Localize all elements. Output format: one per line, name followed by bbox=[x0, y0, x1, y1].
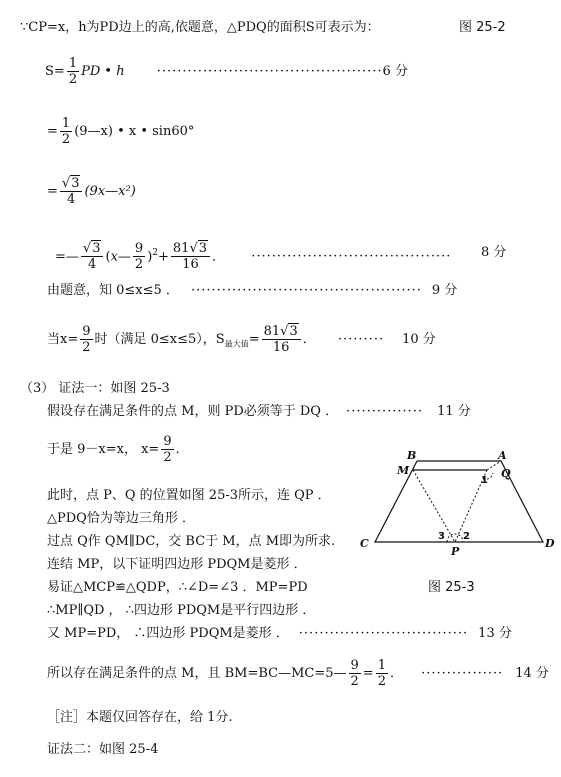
label-q: Q bbox=[501, 467, 511, 480]
max-line: 当x= $\frac{9}{2}$ 时（满足 0≤x≤5），$S_{最大值}=$ $\frac{81√3}{16}$ ． ········· 10 分 bbox=[47, 324, 436, 355]
eq-step3: = $\frac{√3}{4}$ (9x—x²) bbox=[47, 176, 136, 207]
position-line: 此时，点 P、Q 的位置如图 25-3所示，连 QP ． bbox=[47, 488, 331, 503]
label-c: C bbox=[360, 537, 369, 550]
label-d: D bbox=[545, 537, 555, 550]
conclusion-line: 所以存在满足条件的点 M，且 BM=BC—MC=5— $\frac{9}{2}$ = $\frac{1}{2}$ ． ················ 14 分 bbox=[47, 658, 549, 689]
triangle-line: △PDQ恰为等边三角形 ． bbox=[47, 511, 195, 526]
assume-line: 假设存在满足条件的点 M，则 PD必须等于 DQ ． ··············· 11 分 bbox=[47, 404, 471, 419]
s-label: S= bbox=[45, 64, 65, 79]
parallelogram-line: ∴MP∥QD ， ∴四边形 PDQM是平行四边形 ． bbox=[47, 603, 316, 618]
segment-qa bbox=[487, 461, 501, 470]
angle-label-3: 3 bbox=[438, 531, 445, 542]
trapezoid-figure bbox=[355, 445, 555, 560]
intro-line: ∵CP=x，h为PD边上的高,依题意，△PDQ的面积S可表示为： bbox=[20, 20, 380, 35]
eq-step2: = $\frac{1}{2}$ (9—x) • x • sin60° bbox=[47, 116, 195, 147]
angle-label-1: 1 bbox=[481, 475, 488, 486]
area-formula: S= $\frac{1}{2}$ PD • h ············································6 分 bbox=[45, 56, 408, 87]
domain-line: 由题意，知 0≤x≤5 ． ············································· 9 分 bbox=[47, 283, 458, 298]
congruence-line: 易证△MCP≌△QDP，∴∠D=∠3 ．MP=PD bbox=[47, 580, 308, 595]
segment-mp bbox=[413, 470, 455, 542]
label-a: A bbox=[498, 449, 507, 462]
score-6: 6 分 bbox=[382, 64, 408, 79]
eq-step4: =— $\frac{√3}{4}$ (x— $\frac{9}{2}$ )$^2$+ $\frac{81√3}{16}$ ． ······································· bbox=[55, 241, 452, 273]
pd-h: PD • h bbox=[81, 64, 125, 79]
angle-label-2: 2 bbox=[463, 531, 470, 542]
label-b: B bbox=[407, 449, 417, 462]
figure-caption-25-3: 图 25-3 bbox=[428, 580, 475, 595]
construction-line: 过点 Q作 QM∥DC，交 BC于 M，点 M即为所求. bbox=[47, 534, 336, 549]
solve-x-line: 于是 9－x=x， x= $\frac{9}{2}$ ． bbox=[47, 434, 189, 465]
figure-caption-25-2: 图 25-2 bbox=[459, 20, 506, 35]
score-8: 8 分 bbox=[481, 245, 507, 260]
label-m: M bbox=[397, 464, 410, 477]
connect-line: 连结 MP，以下证明四边形 PDQM是菱形 ． bbox=[47, 557, 307, 572]
part3-heading: （3） 证法一：如图 25-3 bbox=[20, 381, 170, 396]
proof2-heading: 证法二：如图 25-4 bbox=[47, 742, 159, 757]
label-p: P bbox=[451, 545, 460, 558]
note-line: ［注］本题仅回答存在，给 1分. bbox=[47, 710, 233, 725]
rhombus-line: 又 MP=PD， ∴四边形 PDQM是菱形 ． ································· 13 分 bbox=[47, 626, 512, 641]
